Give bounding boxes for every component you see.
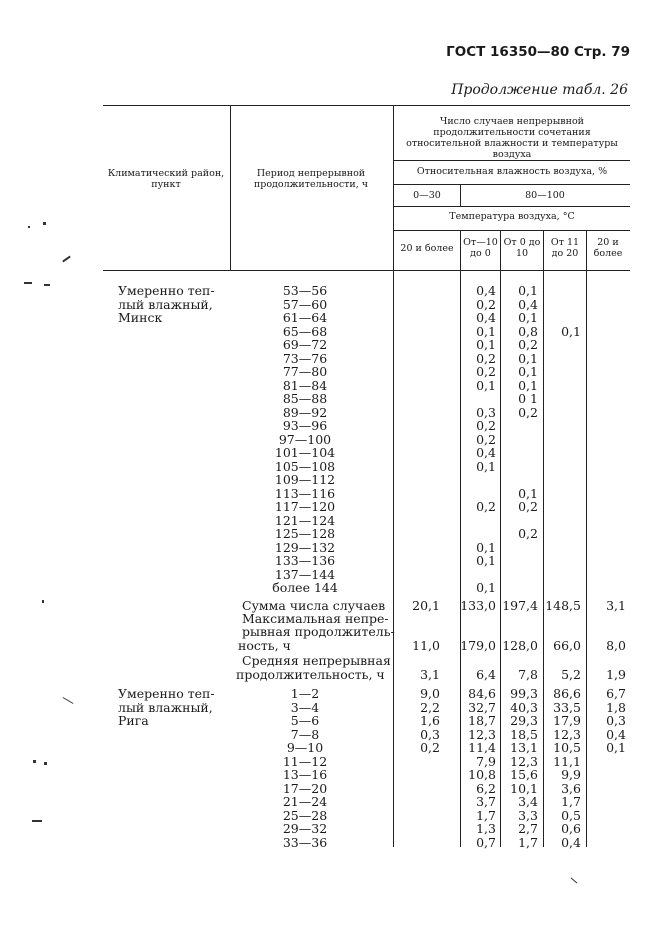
table-cell: 33,5	[553, 699, 581, 715]
scan-mark	[33, 760, 36, 763]
table-cell: 0,2	[420, 740, 440, 755]
scan-mark	[32, 820, 42, 822]
table-cell: 0,2	[476, 296, 496, 312]
period-cell: 109—112	[274, 472, 336, 487]
header-humidity-low: 0—30	[413, 190, 441, 201]
table-cell: 0,1	[518, 310, 538, 325]
summary-label: рывная продолжитель-	[242, 624, 395, 639]
table-cell: 1,6	[420, 713, 440, 728]
table-continuation-label: Продолжение табл. 26	[451, 82, 628, 98]
table-cell: 40,3	[510, 699, 538, 715]
period-cell: 57—60	[282, 296, 328, 312]
period-cell: 129—132	[274, 539, 336, 555]
table-cell: 1,7	[476, 807, 496, 823]
period-cell: 121—124	[274, 512, 336, 528]
table-cell: 0,3	[420, 726, 440, 742]
table-cell: 11,0	[412, 637, 440, 653]
table-cell: 12,3	[553, 726, 581, 742]
period-cell: 1—2	[290, 686, 320, 701]
table-cell: 11,4	[468, 740, 496, 755]
table-cell: 6,2	[476, 780, 496, 796]
table-cell: 3,4	[518, 794, 538, 809]
table-cell: 0,4	[606, 726, 626, 742]
table-cell: 0,1	[518, 364, 538, 379]
summary-label: Максимальная непре-	[242, 610, 389, 626]
table-cell: 6,4	[476, 666, 496, 682]
summary-label: продолжительность, ч	[236, 666, 385, 682]
table-cell: 0,4	[476, 445, 496, 460]
table-cell: 12,3	[510, 753, 538, 769]
table-cell: 66,0	[553, 637, 581, 653]
period-cell: 33—36	[282, 834, 328, 850]
table-cell: 2,2	[420, 699, 440, 715]
period-cell: 61—64	[282, 310, 328, 325]
header-humidity-high: 80—100	[525, 190, 565, 201]
period-cell: 113—116	[274, 485, 336, 501]
table-cell: 0,2	[518, 526, 538, 541]
table-cell: 0,1	[518, 350, 538, 366]
table-cell: 0,1	[561, 323, 581, 339]
table-cell: 0,4	[561, 834, 581, 850]
header-line-humidity-top	[393, 160, 630, 161]
table-cell: 0,1	[476, 553, 496, 568]
table-cell: 9,9	[561, 767, 581, 782]
table-cell: 0,4	[476, 310, 496, 325]
table-cell: 10,5	[553, 740, 581, 755]
period-cell: 117—120	[274, 499, 336, 514]
period-cell: 105—108	[274, 458, 336, 474]
header-t4: От 11 до 20	[550, 237, 580, 259]
header-t2: От—10 до 0	[463, 237, 498, 259]
table-cell: 3,3	[518, 807, 538, 823]
scan-mark	[62, 256, 71, 263]
table-cell: 0,7	[476, 834, 496, 850]
period-cell: 21—24	[282, 794, 328, 809]
header-main: Число случаев непрерывной продолжительности сочетания относительной влажности и температуры воздуха	[406, 116, 618, 160]
period-cell: 93—96	[282, 418, 328, 433]
table-cell: 13,1	[510, 740, 538, 755]
table-cell: 0 1	[518, 391, 538, 406]
table-cell: 0,6	[561, 821, 581, 836]
scan-mark	[28, 226, 30, 228]
table-cell: 5,2	[561, 666, 581, 682]
period-cell: 7—8	[290, 726, 320, 742]
table-cell: 9,0	[420, 686, 440, 701]
table-cell: 179,0	[460, 637, 496, 653]
table-cell: 0,1	[476, 337, 496, 352]
col-divider-region	[230, 105, 231, 271]
period-cell: 29—32	[282, 821, 328, 836]
table-cell: 0,1	[606, 740, 626, 755]
table-cell: 0,1	[476, 377, 496, 393]
table-cell: 0,3	[606, 713, 626, 728]
table-cell: 3,6	[561, 780, 581, 796]
table-cell: 0,1	[518, 485, 538, 501]
table-cell: 10,8	[468, 767, 496, 782]
table-cell: 0,2	[476, 431, 496, 447]
table-cell: 0,2	[518, 499, 538, 514]
period-cell: 77—80	[282, 364, 328, 379]
period-cell: 97—100	[278, 431, 332, 447]
region-name: Умеренно теп-	[118, 686, 215, 701]
scan-mark	[44, 762, 47, 765]
table-cell: 0,1	[476, 580, 496, 595]
scan-mark	[44, 284, 50, 286]
period-cell: 3—4	[290, 699, 320, 715]
table-cell: 18,7	[468, 713, 496, 728]
period-cell: 5—6	[290, 713, 320, 728]
table-cell: 1,7	[518, 834, 538, 850]
table-cell: 3,7	[476, 794, 496, 809]
region-name: лый влажный,	[118, 296, 213, 312]
region-name: Умеренно теп-	[118, 283, 215, 298]
table-cell: 0,2	[476, 364, 496, 379]
scan-mark	[63, 697, 74, 704]
table-cell: 197,4	[502, 597, 538, 613]
table-cell: 0,2	[476, 499, 496, 514]
header-line-temp-top	[393, 206, 630, 207]
table-cell: 0,2	[518, 404, 538, 420]
table-cell: 0,2	[518, 337, 538, 352]
period-cell: 65—68	[282, 323, 328, 339]
table-cell: 1,9	[606, 666, 626, 682]
table-cell: 3,1	[420, 666, 440, 682]
period-cell: 137—144	[274, 566, 336, 582]
header-line-temp-bottom	[393, 230, 630, 231]
scan-mark	[571, 878, 578, 884]
table-cell: 0,2	[476, 350, 496, 366]
header-humidity: Относительная влажность воздуха, %	[416, 166, 608, 177]
table-cell: 1,8	[606, 699, 626, 715]
summary-label: ность, ч	[238, 637, 291, 653]
period-cell: 101—104	[274, 445, 336, 460]
table-cell: 128,0	[502, 637, 538, 653]
period-cell: более 144	[272, 580, 338, 595]
table-cell: 18,5	[510, 726, 538, 742]
period-cell: 89—92	[282, 404, 328, 420]
table-cell: 0,1	[476, 323, 496, 339]
period-cell: 53—56	[282, 283, 328, 298]
period-cell: 133—136	[274, 553, 336, 568]
table-cell: 133,0	[460, 597, 496, 613]
header-region: Климатический район, пункт	[107, 168, 225, 190]
header-temp: Температура воздуха, °С	[449, 211, 575, 222]
table-cell: 86,6	[553, 686, 581, 701]
table-cell: 10,1	[510, 780, 538, 796]
table-cell: 1,7	[561, 794, 581, 809]
table-cell: 11,1	[553, 753, 581, 769]
header-line-humidity-bottom	[393, 184, 630, 185]
table-cell: 0,4	[518, 296, 538, 312]
table-cell: 32,7	[468, 699, 496, 715]
region-name: Рига	[118, 713, 149, 728]
table-header-bottom-border	[103, 270, 630, 271]
period-cell: 9—10	[286, 740, 324, 755]
period-cell: 69—72	[282, 337, 328, 352]
table-cell: 99,3	[510, 686, 538, 701]
header-t5: 20 и более	[593, 237, 623, 259]
period-cell: 73—76	[282, 350, 328, 366]
table-cell: 8,0	[606, 637, 626, 653]
table-cell: 15,6	[510, 767, 538, 782]
region-name: Минск	[118, 310, 163, 325]
period-cell: 85—88	[282, 391, 328, 406]
scan-mark	[43, 222, 46, 225]
table-cell: 0,1	[476, 539, 496, 555]
table-cell: 0,8	[518, 323, 538, 339]
scan-mark	[24, 282, 32, 284]
table-cell: 12,3	[468, 726, 496, 742]
table-cell: 20,1	[412, 597, 440, 613]
table-cell: 0,3	[476, 404, 496, 420]
period-cell: 13—16	[282, 767, 328, 782]
scan-mark	[42, 600, 44, 603]
header-period: Период непрерывной продолжительности, ч	[253, 168, 369, 190]
period-cell: 125—128	[274, 526, 336, 541]
table-cell: 0,2	[476, 418, 496, 433]
summary-label: Средняя непрерывная	[242, 653, 391, 668]
summary-label: Сумма числа случаев	[242, 597, 386, 613]
table-cell: 148,5	[545, 597, 581, 613]
table-cell: 1,3	[476, 821, 496, 836]
region-name: лый влажный,	[118, 699, 213, 715]
table-cell: 2,7	[518, 821, 538, 836]
page-header: ГОСТ 16350—80 Стр. 79	[446, 44, 630, 60]
table-cell: 7,9	[476, 753, 496, 769]
period-cell: 17—20	[282, 780, 328, 796]
table-cell: 84,6	[468, 686, 496, 701]
period-cell: 11—12	[282, 753, 328, 769]
table-cell: 0,4	[476, 283, 496, 298]
header-t1: 20 и более	[400, 243, 454, 254]
period-cell: 25—28	[282, 807, 328, 823]
table-cell: 0,1	[518, 377, 538, 393]
table-cell: 29,3	[510, 713, 538, 728]
header-t3: От 0 до 10	[503, 237, 541, 259]
table-cell: 0,1	[476, 458, 496, 474]
table-cell: 0,5	[561, 807, 581, 823]
table-top-border	[103, 105, 630, 106]
table-cell: 6,7	[606, 686, 626, 701]
table-cell: 3,1	[606, 597, 626, 613]
table-cell: 7,8	[518, 666, 538, 682]
table-cell: 0,1	[518, 283, 538, 298]
period-cell: 81—84	[282, 377, 328, 393]
table-cell: 17,9	[553, 713, 581, 728]
